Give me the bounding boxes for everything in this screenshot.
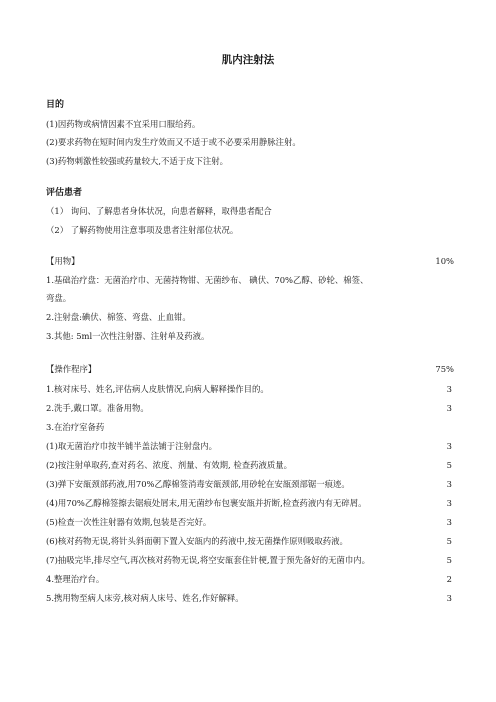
supplies-line: 弯盘。 xyxy=(46,293,72,303)
page-title: 肌内注射法 xyxy=(221,54,275,66)
supplies-line: 1.基础治疗盘：无菌治疗巾、无菌持物钳、无菌纱布、 碘伏、70%乙醇、砂轮、棉签、 xyxy=(46,275,369,285)
procedure-step: (5)检查一次性注射器有效期,包装是否完好。 xyxy=(46,517,212,527)
procedure-heading: 【操作程序】 xyxy=(46,364,97,374)
supplies-line: 2.注射盘:碘伏、棉签、弯盘、止血钳。 xyxy=(46,312,191,322)
procedure-step: (3)弹下安瓿颈部药液,用70%乙醇棉签消毒安瓿颈部,用砂轮在安瓿颈部锯一痕迹。 xyxy=(46,479,350,489)
step-score: 3 xyxy=(446,441,452,451)
step-score: 5 xyxy=(446,460,452,470)
purpose-item: (3)药物刺激性较强或药量较大,不适于皮下注射。 xyxy=(46,156,229,166)
assess-item: （2） 了解药物使用注意事项及患者注射部位状况。 xyxy=(46,225,239,235)
procedure-step: 2.洗手,戴口罩。准备用物。 xyxy=(46,403,149,413)
assess-item: （1） 询问、了解患者身体状况，向患者解释，取得患者配合 xyxy=(46,206,272,216)
step-score: 5 xyxy=(446,536,452,546)
procedure-step: (6)核对药物无误,将针头斜面朝下置入安瓿内的药液中,按无菌操作原则吸取药液。 xyxy=(46,536,348,546)
step-score: 3 xyxy=(446,498,452,508)
purpose-item: (2)要求药物在短时间内发生疗效而又不适于或不必要采用静脉注射。 xyxy=(46,137,301,147)
step-score: 5 xyxy=(446,555,452,565)
supplies-heading: 【用物】 xyxy=(46,256,80,266)
procedure-step: 1.核对床号、姓名,评估病人皮肤情况,向病人解释操作目的。 xyxy=(46,384,269,394)
step-score: 3 xyxy=(446,384,452,394)
purpose-heading: 目的 xyxy=(46,100,65,110)
procedure-score: 75% xyxy=(435,364,454,374)
assess-heading: 评估患者 xyxy=(46,188,83,198)
step-score: 3 xyxy=(446,403,452,413)
step-score: 3 xyxy=(446,479,452,489)
procedure-step: (1)取无菌治疗巾按半铺半盖法铺于注射盘内。 xyxy=(46,441,217,451)
supplies-score: 10% xyxy=(435,256,454,266)
step-score: 3 xyxy=(446,593,452,603)
procedure-step: (7)抽吸完毕,排尽空气,再次核对药物无误,将空安瓿套住针梗,置于预先备好的无菌巾内。 xyxy=(46,555,371,565)
procedure-step: 3.在治疗室备药 xyxy=(46,422,105,432)
procedure-step: 5.携用物至病人床旁,核对病人床号、姓名,作好解释。 xyxy=(46,593,244,603)
procedure-step: 4.整理治疗台。 xyxy=(46,574,105,584)
purpose-item: (1)因药物或病情因素不宜采用口服给药。 xyxy=(46,119,201,129)
procedure-step: (4)用70%乙醇棉签擦去锯痕处屑末,用无菌纱布包裹安瓿并折断,检查药液内有无碎屑。 xyxy=(46,498,367,508)
supplies-line: 3.其他: 5ml一次性注射器、注射单及药液。 xyxy=(46,331,210,341)
step-score: 3 xyxy=(446,517,452,527)
procedure-step: (2)按注射单取药,查对药名、浓度、剂量、有效期, 检查药液质量。 xyxy=(46,460,292,470)
step-score: 2 xyxy=(446,574,452,584)
